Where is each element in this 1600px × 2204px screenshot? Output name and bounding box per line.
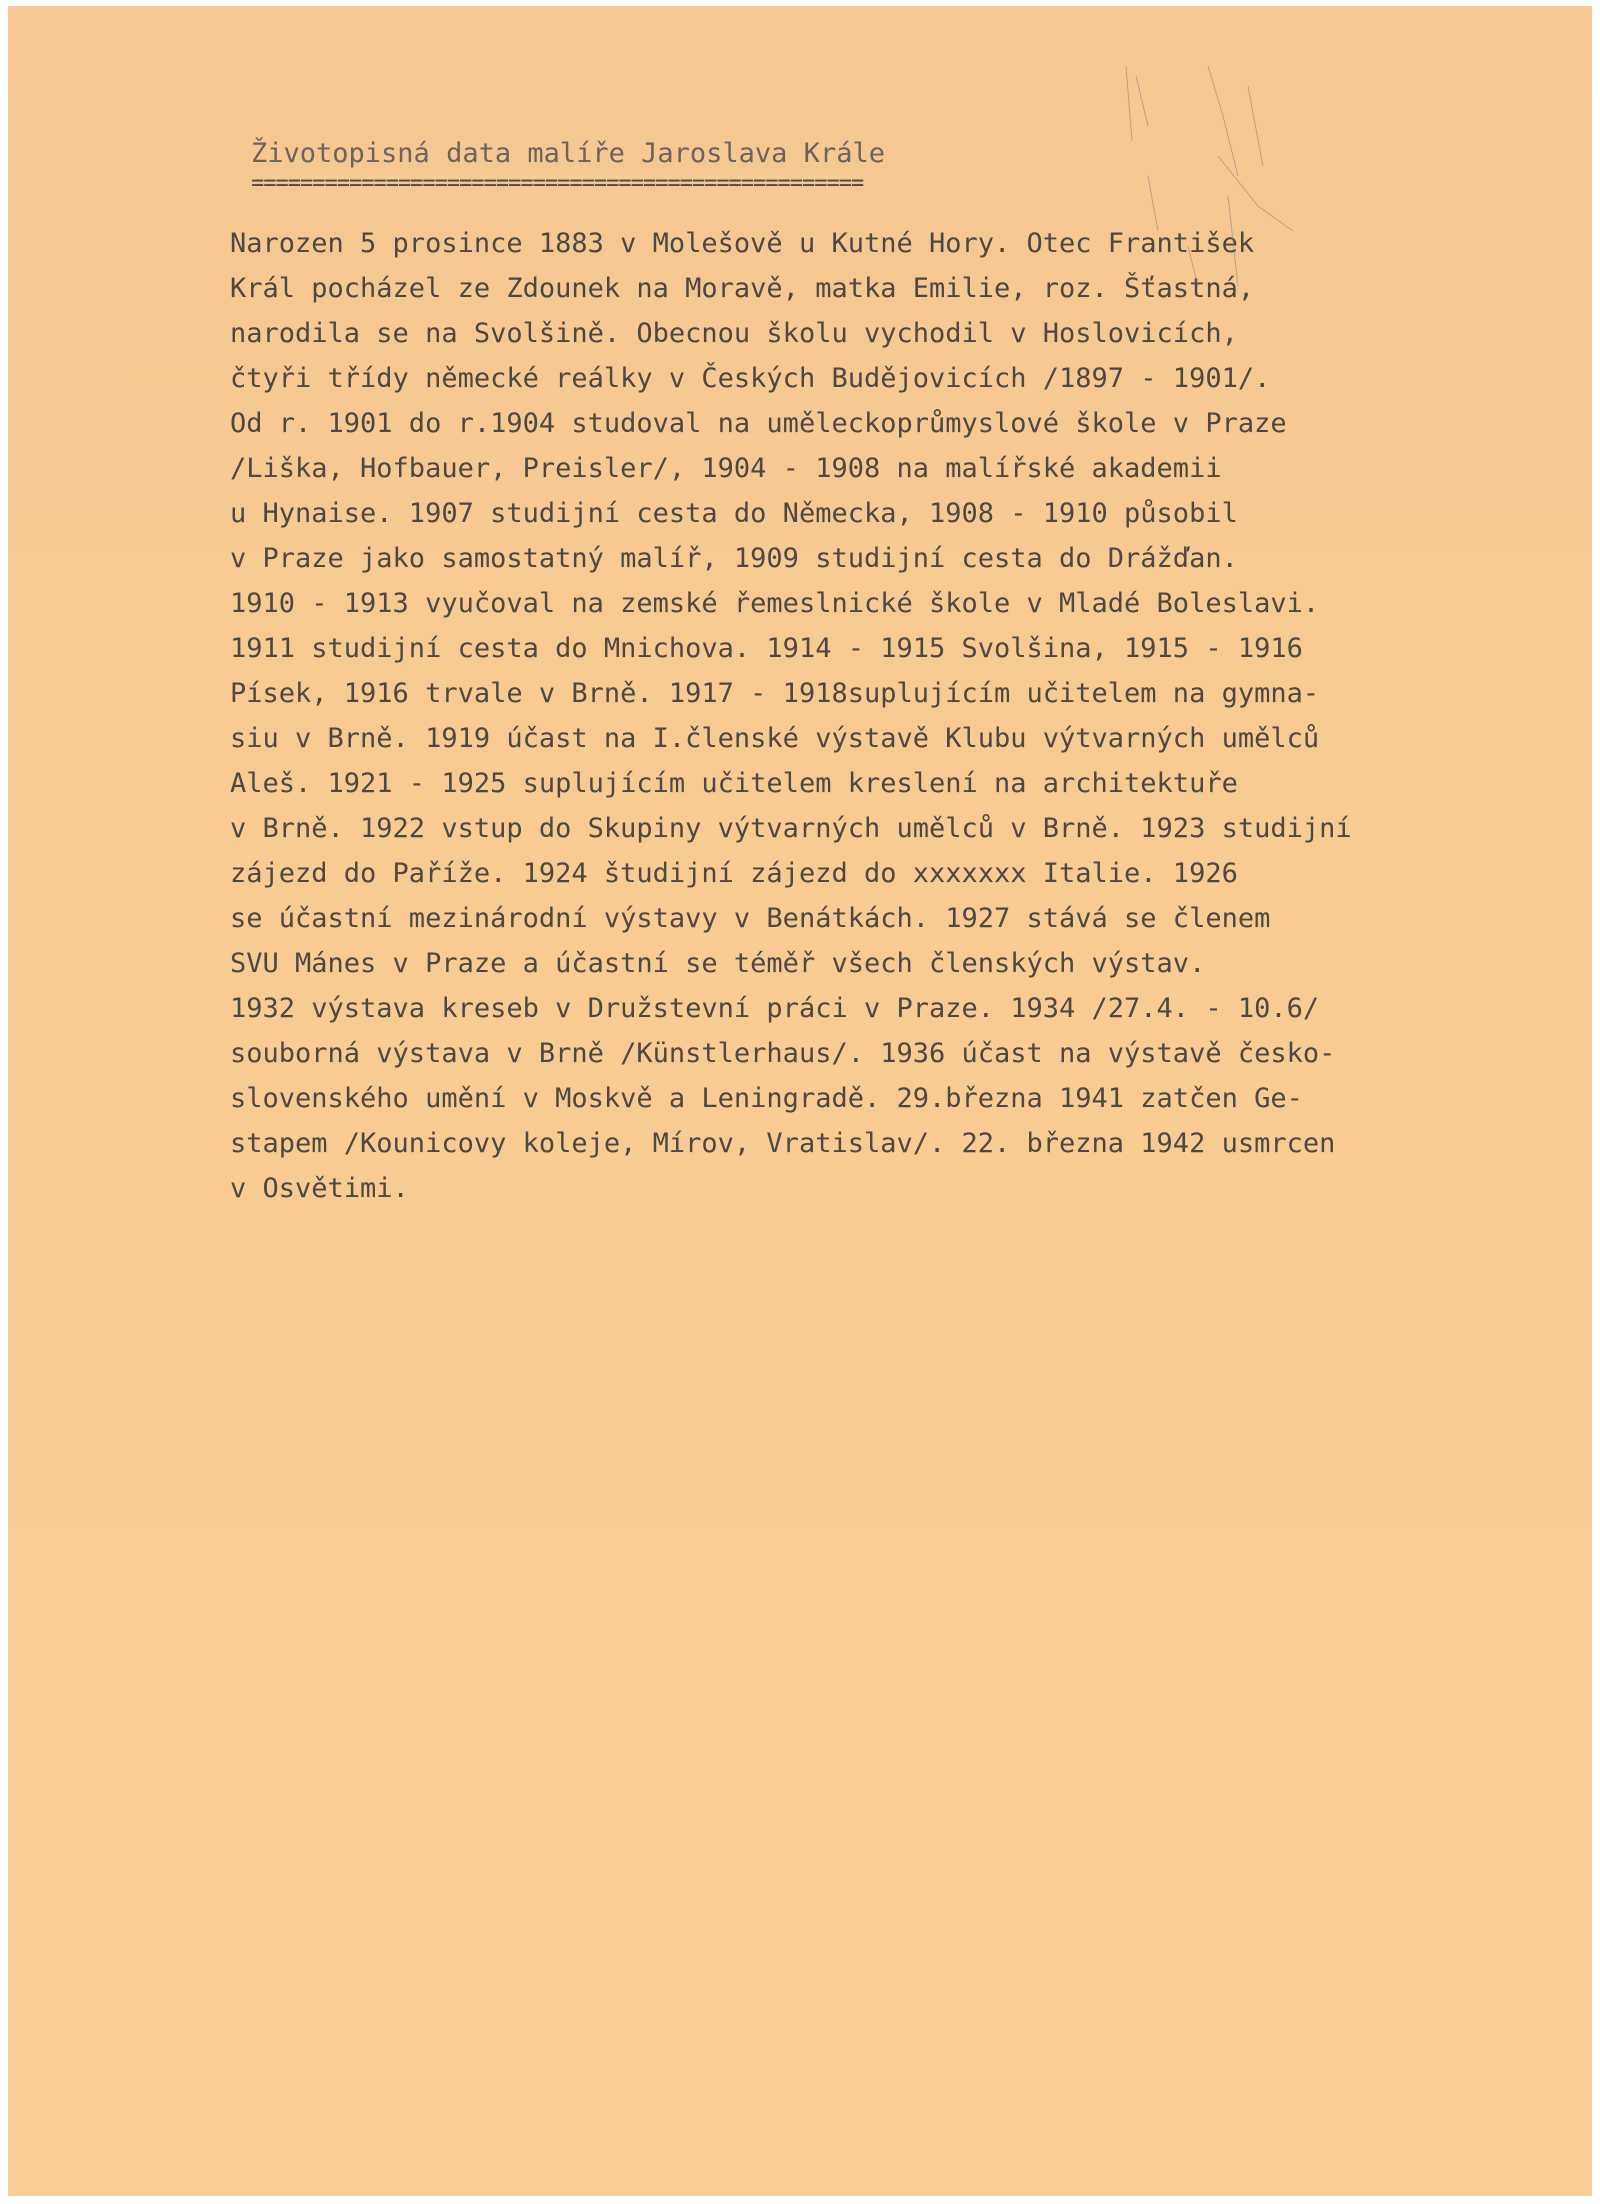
text-line: stapem /Kounicovy koleje, Mírov, Vratislav/. 22. března 1942 usmrcen xyxy=(230,1128,1336,1159)
text-line: slovenského umění v Moskvě a Leningradě. 29.března 1941 zatčen Ge- xyxy=(230,1083,1303,1114)
text-line: 1911 studijní cesta do Mnichova. 1914 - 1915 Svolšina, 1915 - 1916 xyxy=(230,633,1303,664)
text-line: v Praze jako samostatný malíř, 1909 studijní cesta do Drážďan. xyxy=(230,543,1238,574)
text-line: Od r. 1901 do r.1904 studoval na uměleckoprůmyslové škole v Praze xyxy=(230,408,1287,439)
text-line: zájezd do Paříže. 1924 študijní zájezd do xxxxxxx Italie. 1926 xyxy=(230,858,1238,889)
text-line: čtyři třídy německé reálky v Českých Budějovicích /1897 - 1901/. xyxy=(230,363,1271,394)
text-line: se účastní mezinárodní výstavy v Benátkách. 1927 stává se členem xyxy=(230,903,1271,934)
text-line: Písek, 1916 trvale v Brně. 1917 - 1918suplujícím učitelem na gymna- xyxy=(230,678,1320,709)
text-line: 1910 - 1913 vyučoval na zemské řemeslnické škole v Mladé Boleslavi. xyxy=(230,588,1320,619)
text-line: Narozen 5 prosince 1883 v Molešově u Kutné Hory. Otec František xyxy=(230,228,1255,259)
document-title: Životopisná data malíře Jaroslava Krále xyxy=(251,138,885,169)
text-line: v Brně. 1922 vstup do Skupiny výtvarných umělců v Brně. 1923 studijní xyxy=(230,813,1352,844)
text-line: v Osvětimi. xyxy=(230,1173,409,1204)
text-line: SVU Mánes v Praze a účastní se téměř všech členských výstav. xyxy=(230,948,1206,979)
text-line: siu v Brně. 1919 účast na I.členské výstavě Klubu výtvarných umělců xyxy=(230,723,1320,754)
text-line: /Liška, Hofbauer, Preisler/, 1904 - 1908 na malířské akademii xyxy=(230,453,1222,484)
text-line: Král pocházel ze Zdounek na Moravě, matka Emilie, roz. Šťastná, xyxy=(230,273,1255,304)
paper-sheet xyxy=(8,6,1592,2196)
text-line: 1932 výstava kreseb v Družstevní práci v Praze. 1934 /27.4. - 10.6/ xyxy=(230,993,1320,1024)
text-line: Aleš. 1921 - 1925 suplujícím učitelem kreslení na architektuře xyxy=(230,768,1238,799)
title-underline: ================================================== xyxy=(251,171,864,196)
text-line: narodila se na Svolšině. Obecnou školu vychodil v Hoslovicích, xyxy=(230,318,1238,349)
text-line: u Hynaise. 1907 studijní cesta do Německa, 1908 - 1910 působil xyxy=(230,498,1238,529)
text-line: souborná výstava v Brně /Künstlerhaus/. 1936 účast na výstavě česko- xyxy=(230,1038,1336,1069)
